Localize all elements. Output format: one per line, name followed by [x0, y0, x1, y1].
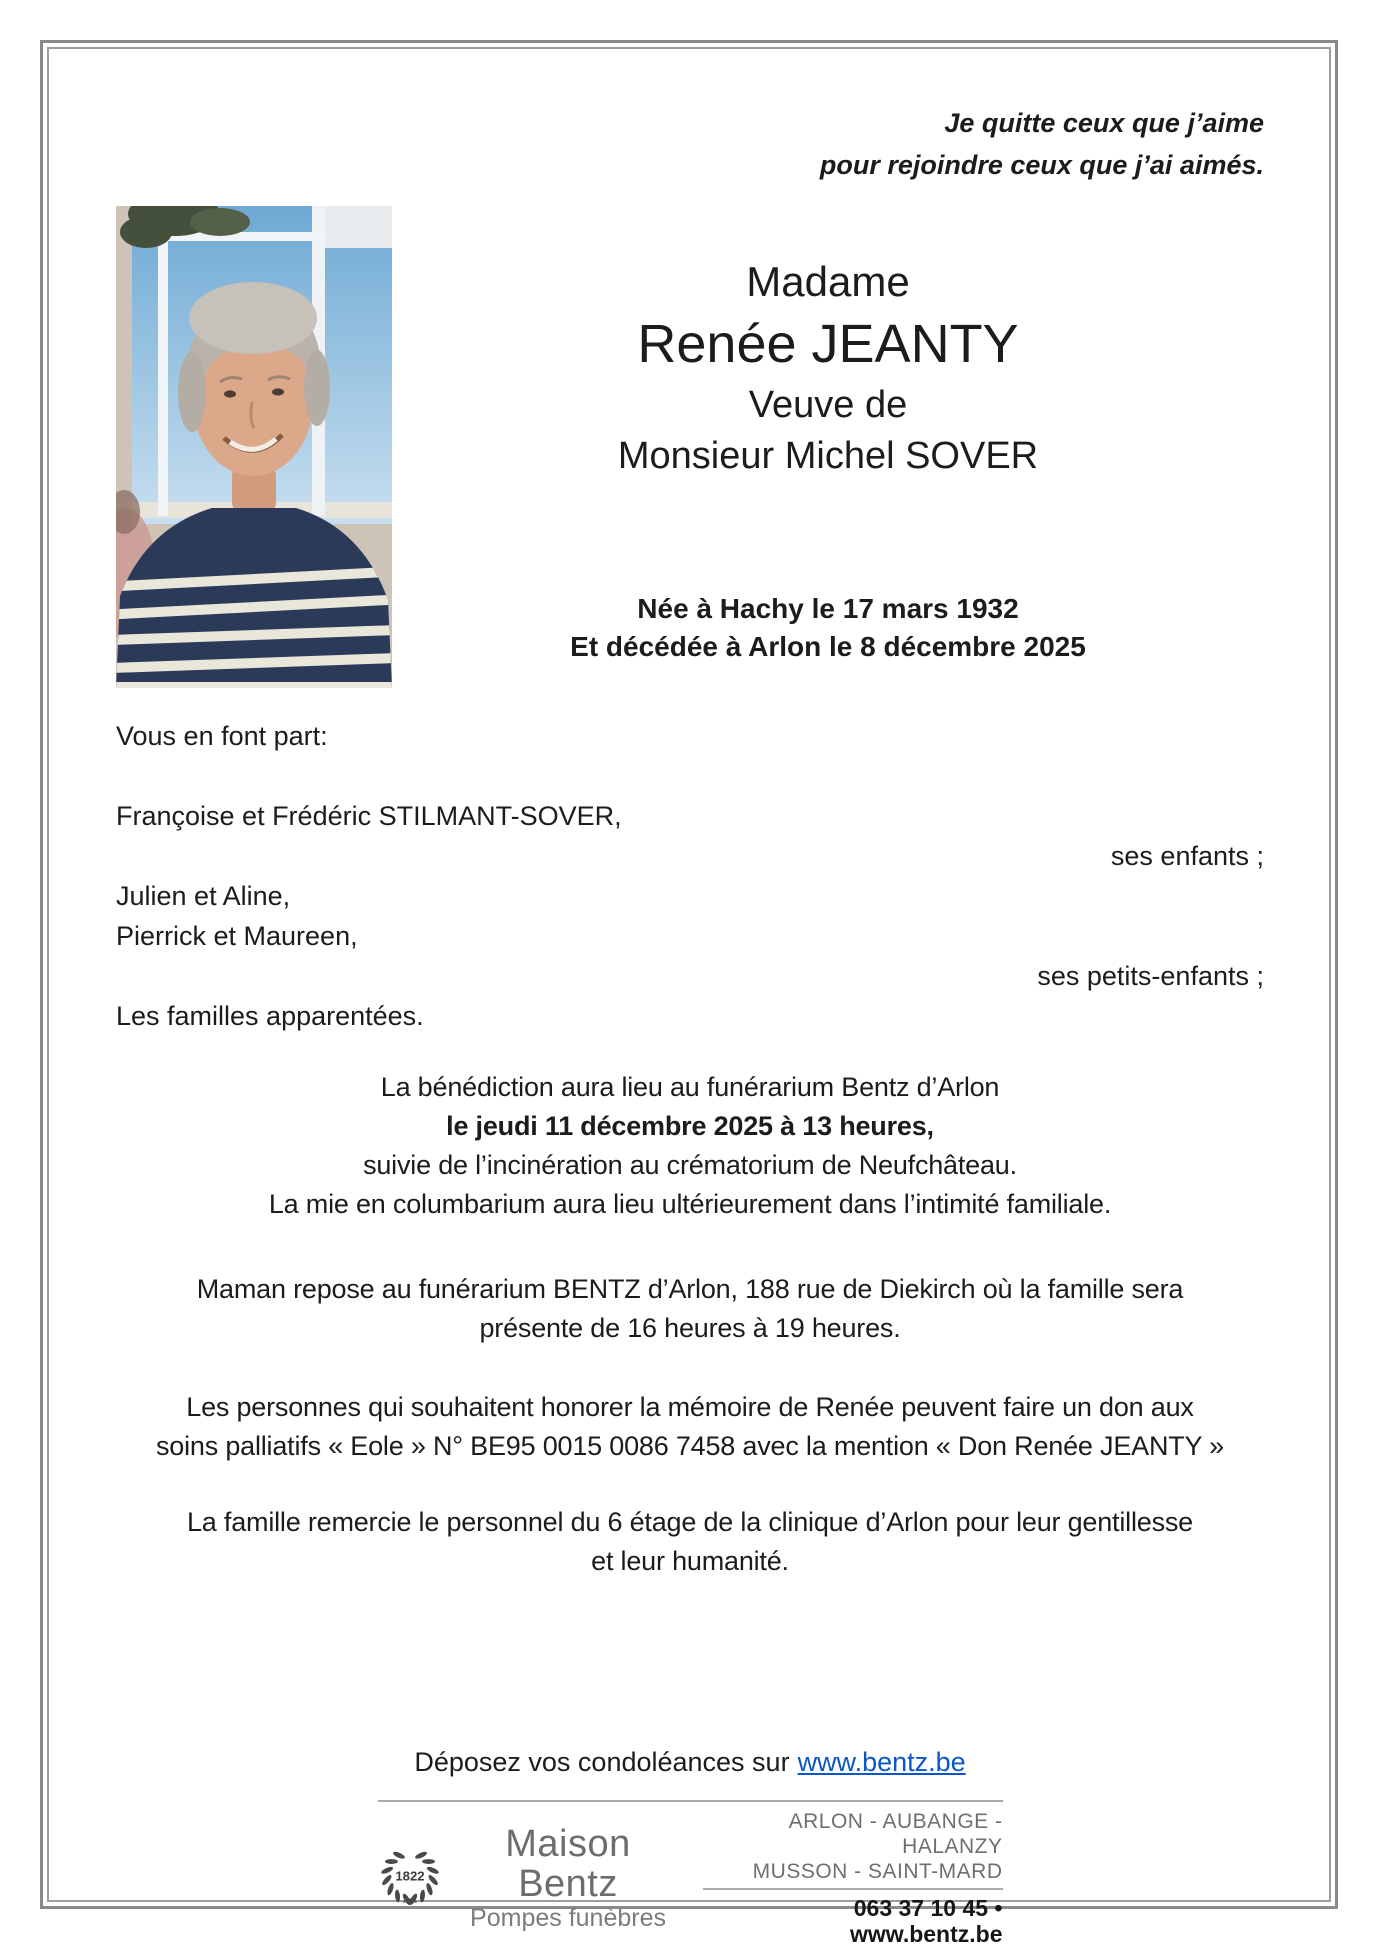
- ceremony-line-4: La mie en columbarium aura lieu ultérieurement dans l’intimité familiale.: [268, 1189, 1112, 1219]
- quote-line-1: Je quitte ceux que j’aime: [944, 108, 1264, 138]
- birth-line: Née à Hachy le 17 mars 1932: [637, 593, 1019, 624]
- condolences-text: Déposez vos condoléances sur: [414, 1747, 790, 1777]
- quote-line-2: pour rejoindre ceux que j’ai aimés.: [819, 150, 1264, 180]
- company-locations: [703, 1809, 1003, 1947]
- visitation-line-1: Maman repose au funérarium BENTZ d’Arlon, 188 rue de Diekirch où la famille sera: [196, 1274, 1184, 1304]
- ceremony-date-line: le jeudi 11 décembre 2025 à 13 heures,: [446, 1111, 934, 1141]
- funeral-home-banner: [378, 1800, 1003, 1947]
- condolences-line: [116, 1742, 1264, 1782]
- company-subtitle: Pompes funèbres: [470, 1904, 666, 1932]
- banner-top-rule: [378, 1800, 1003, 1802]
- portrait-illustration: [116, 206, 392, 688]
- card-content: [50, 50, 1328, 1947]
- ceremony-line-3: suivie de l’incinération au crématorium de Neufchâteau.: [363, 1150, 1017, 1180]
- deceased-title: Madame: [746, 258, 910, 305]
- memorial-quote: [116, 102, 1264, 186]
- hero-section: [116, 206, 1264, 688]
- grandchildren-names-1: Julien et Aline,: [116, 881, 291, 911]
- deceased-name: Renée JEANTY: [637, 314, 1019, 374]
- related-families: Les familles apparentées.: [116, 1001, 424, 1031]
- portrait-photo: [116, 206, 392, 688]
- widow-label: Veuve de: [748, 384, 908, 426]
- donation-details: [116, 1388, 1264, 1466]
- locations-line-1: ARLON - AUBANGE - HALANZY: [788, 1810, 1003, 1858]
- thanks-message: [116, 1503, 1264, 1581]
- laurel-wreath-1822-icon: [378, 1844, 442, 1913]
- announcement-intro: Vous en font part:: [116, 721, 328, 751]
- children-names: Françoise et Frédéric STILMANT-SOVER,: [116, 801, 622, 831]
- locations-line-2: MUSSON - SAINT-MARD: [752, 1860, 1003, 1883]
- visitation-details: [116, 1270, 1264, 1348]
- donation-line-2: soins palliatifs « Eole » N° BE95 0015 0086 7458 avec la mention « Don Renée JEANTY »: [156, 1431, 1224, 1461]
- visitation-line-2: présente de 16 heures à 19 heures.: [479, 1313, 901, 1343]
- ceremony-details: [116, 1068, 1264, 1224]
- family-list: [116, 796, 1264, 1036]
- ceremony-line-1: La bénédiction aura lieu au funérarium Bentz d’Arlon: [380, 1072, 1000, 1102]
- company-name: Maison Bentz: [505, 1823, 631, 1905]
- thanks-line-1: La famille remercie le personnel du 6 étage de la clinique d’Arlon pour leur gentillesse: [186, 1507, 1193, 1537]
- company-brand: [458, 1824, 679, 1932]
- locations-divider: [703, 1888, 1003, 1890]
- deceased-identity: [392, 206, 1264, 688]
- thanks-line-2: et leur humanité.: [591, 1546, 789, 1576]
- life-dates: [392, 590, 1264, 666]
- contact-info: 063 37 10 45 • www.bentz.be: [850, 1895, 1003, 1947]
- founding-year: 1822: [394, 1868, 425, 1884]
- grandchildren-names-2: Pierrick et Maureen,: [116, 921, 358, 951]
- spouse-name: Monsieur Michel SOVER: [617, 435, 1039, 477]
- children-relation: ses enfants ;: [1110, 841, 1264, 871]
- death-line: Et décédée à Arlon le 8 décembre 2025: [570, 631, 1086, 662]
- condolences-link[interactable]: www.bentz.be: [797, 1747, 966, 1777]
- grandchildren-relation: ses petits-enfants ;: [1037, 961, 1264, 991]
- donation-line-1: Les personnes qui souhaitent honorer la mémoire de Renée peuvent faire un don aux: [186, 1392, 1194, 1422]
